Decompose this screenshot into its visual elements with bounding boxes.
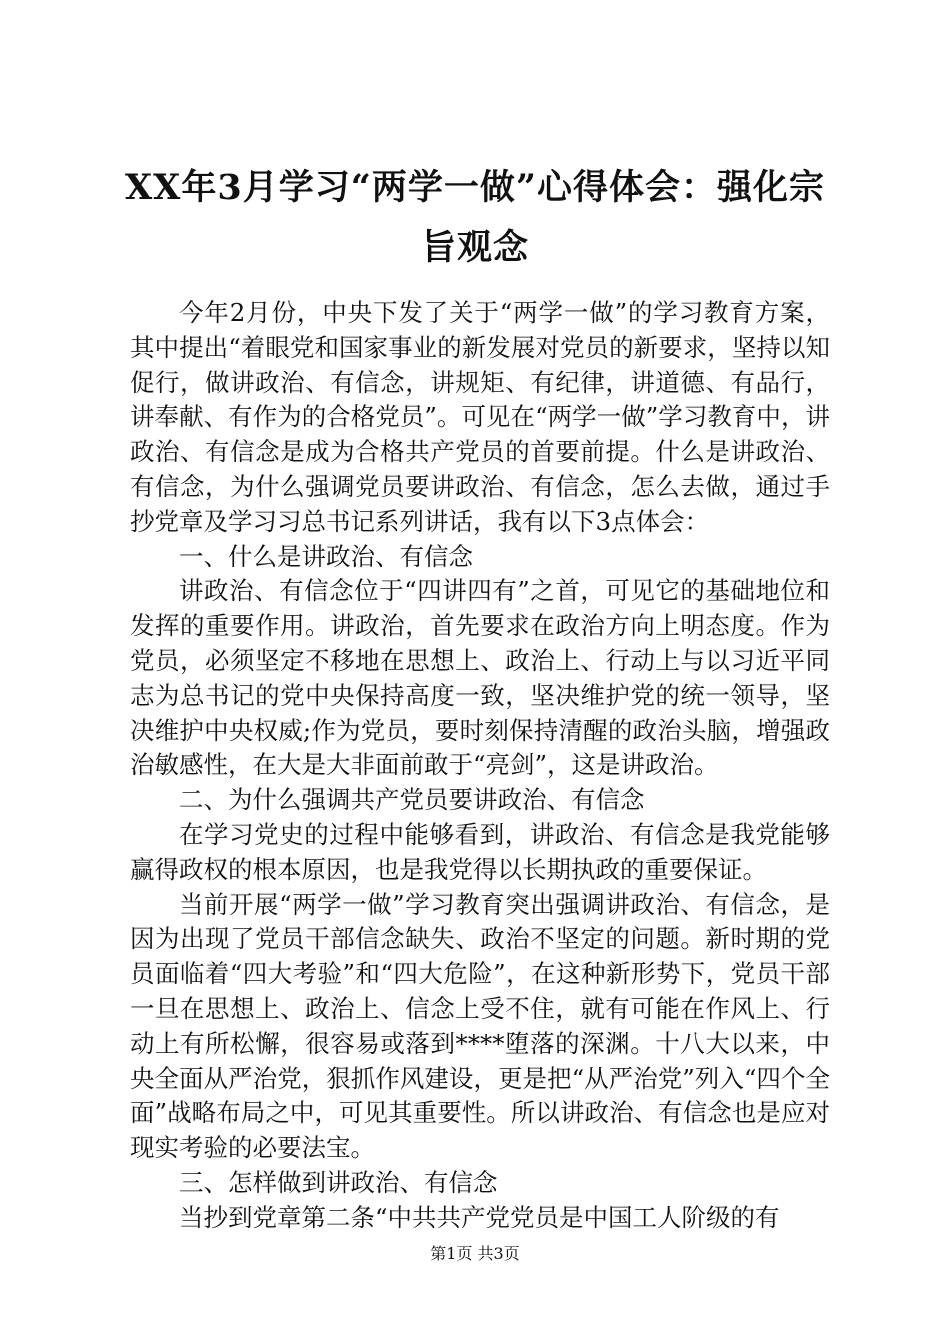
section-heading-3: 三、怎样做到讲政治、有信念	[179, 1167, 498, 1197]
paragraph-section-2a: 在学习党史的过程中能够看到，讲政治、有信念是我党能够赢得政权的根本原因，也是我党得以长期执政的重要保证。	[130, 819, 830, 884]
paragraph-section-2b: 当前开展“两学一做”学习教育突出强调讲政治、有信念，是因为出现了党员干部信念缺失、政治不坚定的问题。新时期的党员面临着“四大考验”和“四大危险”，在这种新形势下，党员干部一旦在思想上、政治上、信念上受不住，就有可能在作风上、行动上有所松懈，很容易或落到****堕落的深渊。十八大以来，中央全面从严治党，狠抓作风建设，更是把“从严治党”列入“四个全面”战略布局之中，可见其重要性。所以讲政治、有信念也是应对现实考验的必要法宝。	[130, 889, 830, 1163]
page-number-footer: 第1页 共3页	[430, 1244, 520, 1263]
paragraph-section-1: 讲政治、有信念位于“四讲四有”之首，可见它的基础地位和发挥的重要作用。讲政治，首先要求在政治方向上明态度。作为党员，必须坚定不移地在思想上、政治上、行动上与以习近平同志为总书记的党中央保持高度一致，坚决维护党的统一领导，坚决维护中央权威;作为党员，要时刻保持清醒的政治头脑，增强政治敏感性，在大是大非面前敢于“亮剑”，这是讲政治。	[130, 576, 830, 780]
section-heading-1: 一、什么是讲政治、有信念	[179, 541, 473, 571]
paragraph-section-3: 当抄到党章第二条“中共共产党党员是中国工人阶级的有	[179, 1202, 780, 1232]
section-heading-2: 二、为什么强调共产党员要讲政治、有信念	[179, 785, 645, 815]
paragraph-intro: 今年2月份，中央下发了关于“两学一做”的学习教育方案，其中提出“着眼党和国家事业的新发展对党员的新要求，坚持以知促行，做讲政治、有信念，讲规矩、有纪律，讲道德、有品行，讲奉献、有作为的合格党员”。可见在“两学一做”学习教育中，讲政治、有信念是成为合格共产党员的首要前提。什么是讲政治、有信念，为什么强调党员要讲政治、有信念，怎么去做，通过手抄党章及学习习总书记系列讲话，我有以下3点体会：	[130, 298, 830, 536]
document-body	[130, 296, 830, 1236]
document-title: XX年3月学习“两学一做”心得体会：强化宗旨观念	[125, 167, 825, 268]
